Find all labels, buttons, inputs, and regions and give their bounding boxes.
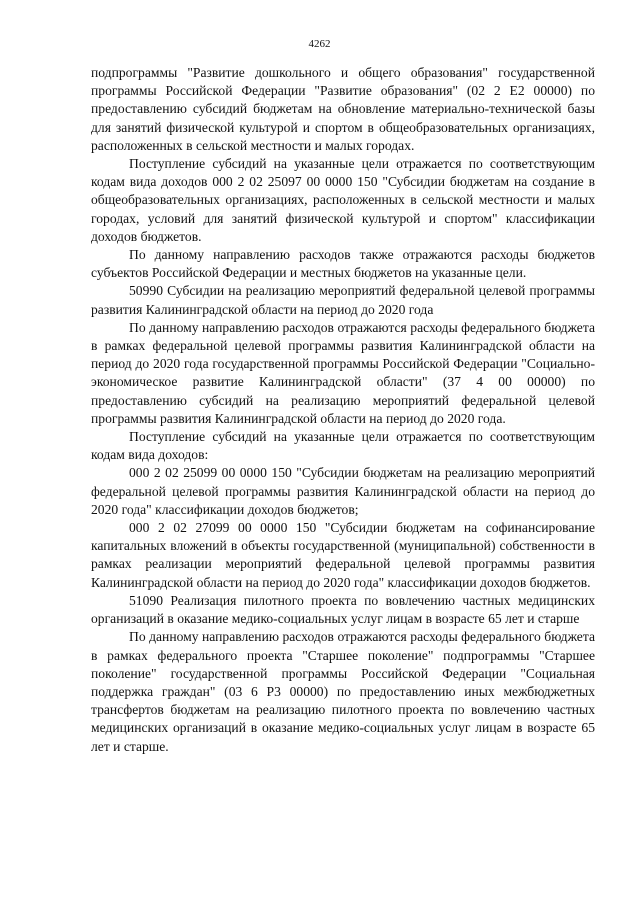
paragraph-3: По данному направлению расходов также отражаются расходы бюджетов субъектов Российской Федерации и местных бюджетов на указанные цели.: [91, 247, 595, 281]
paragraph-7: 000 2 02 25099 00 0000 150 "Субсидии бюджетам на реализацию мероприятий федеральной целевой программы развития Калининградской области на период до 2020 года" классификации доходов бюджетов;: [91, 465, 595, 517]
paragraph-4: 50990 Субсидии на реализацию мероприятий федеральной целевой программы развития Калининградской области на период до 2020 года: [91, 283, 595, 317]
document-body: [91, 64, 595, 756]
paragraph-10: По данному направлению расходов отражаются расходы федерального бюджета в рамках федерального проекта "Старшее поколение" подпрограммы "Старшее поколение" государственной программы Российской Федерации "Социальная поддержка граждан" (03 6 Р3 00000) по предоставлению иных межбюджетных трансфертов бюджетам на реализацию пилотного проекта по вовлечению частных медицинских организаций в оказание медико-социальных услуг лицам в возрасте 65 лет и старше.: [91, 629, 595, 754]
paragraph-2: Поступление субсидий на указанные цели отражается по соответствующим кодам вида доходов 000 2 02 25097 00 0000 150 "Субсидии бюджетам на создание в общеобразовательных организациях, расположенных в сельской местности и малых городах, условий для занятий физической культурой и спортом" классификации доходов бюджетов.: [91, 156, 595, 244]
paragraph-8: 000 2 02 27099 00 0000 150 "Субсидии бюджетам на софинансирование капитальных вложений в объекты государственной (муниципальной) собственности в рамках реализации мероприятий федеральной целевой программы развития Калининградской области на период до 2020 года" классификации доходов бюджетов.: [91, 520, 595, 590]
paragraph-6: Поступление субсидий на указанные цели отражается по соответствующим кодам вида доходов:: [91, 429, 595, 463]
paragraph-5: По данному направлению расходов отражаются расходы федерального бюджета в рамках федеральной целевой программы развития Калининградской области на период до 2020 года государственной программы Российской Федерации "Социально-экономическое развитие Калининградской области" (37 4 00 00000) по предоставлению субсидий на реализацию мероприятий федеральной целевой программы развития Калининградской области на период до 2020 года.: [91, 319, 595, 426]
paragraph-1: подпрограммы "Развитие дошкольного и общего образования" государственной программы Российской Федерации "Развитие образования" (02 2 Е2 00000) по предоставлению субсидий бюджетам на обновление материально-технической базы для занятий физической культурой и спортом в общеобразовательных организациях, расположенных в сельской местности и малых городах.: [91, 65, 595, 153]
page-number: 4262: [308, 38, 331, 50]
paragraph-9: 51090 Реализация пилотного проекта по вовлечению частных медицинских организаций в оказание медико-социальных услуг лицам в возрасте 65 лет и старше: [91, 592, 595, 627]
